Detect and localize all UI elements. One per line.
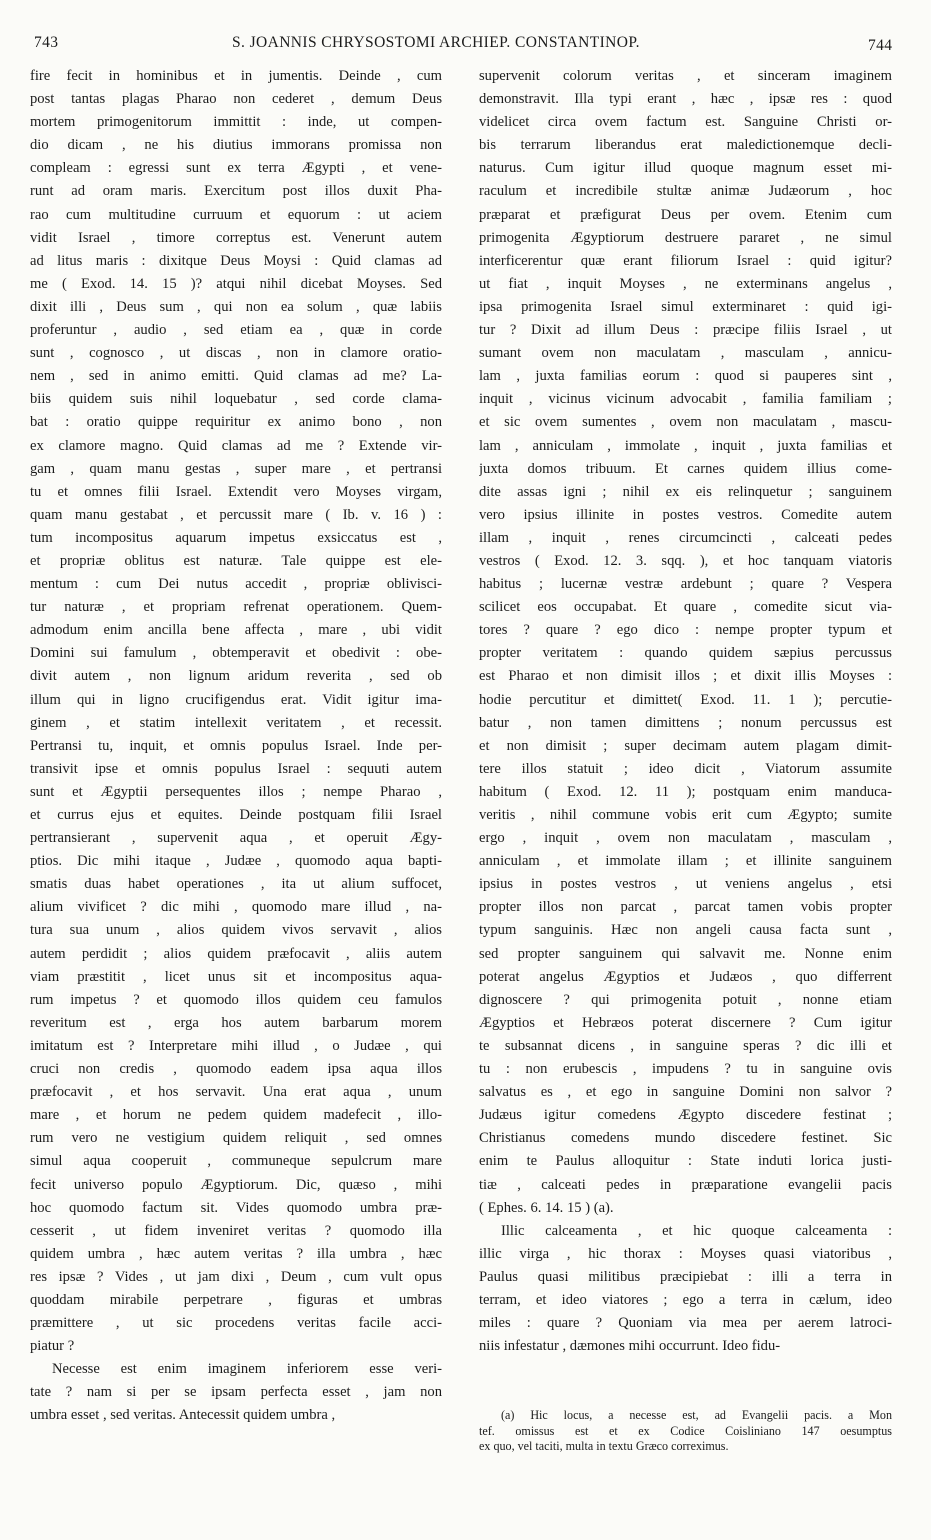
- text-line: primogenita Ægyptiorum destruere pararet , ne simul: [479, 229, 892, 246]
- text-line: Ægyptios et Hebræos poterat discernere ? Cum igitur: [479, 1014, 892, 1031]
- text-line: demonstravit. Illa typi erant , hæc , ipsæ res : quod: [479, 91, 892, 108]
- text-line: anniculam , et immolate illam ; et illinite sanguinem: [479, 853, 892, 870]
- text-line: est Pharao et non dimisit illos ; et dixit illis Moyses :: [479, 668, 892, 685]
- text-line: ut fiat , inquit Moyses , ne exterminans angelus ,: [479, 275, 892, 292]
- text-line: rao cum multitudine curruum et equorum : ut aciem: [30, 206, 442, 223]
- text-line: interficerentur quæ erant filiorum Israel : quid igitur?: [479, 252, 892, 269]
- text-line: typum sanguinis. Hæc non angeli causa facta sunt ,: [479, 922, 892, 939]
- text-line: rum vero ne vestigium quidem reliquit , sed omnes: [30, 1130, 442, 1147]
- text-line: post tantas plagas Pharao non cederet , demum Deus: [30, 91, 442, 108]
- text-line: et currus ejus et equites. Deinde postquam filii Israel: [30, 807, 442, 823]
- text-line: tu et omnes filii Israel. Extendit vero Moyses virgam,: [30, 483, 442, 500]
- text-line: transivit ipse et omnis populus Israel : sequuti autem: [30, 760, 442, 777]
- text-line: ipsa primogenita Israel simul exterminaret : quid igi-: [479, 298, 892, 315]
- text-line: propter illos non parcat , parcat tamen vobis propter: [479, 899, 892, 916]
- page-number-left: 743: [34, 34, 59, 51]
- text-line: ptios. Dic mihi itaque , Judæe , quomodo aqua bapti-: [30, 853, 442, 870]
- text-line: autem perdidit ; alios quidem præfocavit , aliis autem: [30, 945, 442, 962]
- text-line: enim te Paulus alloquitur : State induti lorica justi-: [479, 1153, 892, 1170]
- text-line: Judæus igitur comedens Ægypto discedere festinat ;: [479, 1107, 892, 1124]
- text-line: poterat angelus Ægyptios et Judæos , quo differrent: [479, 968, 892, 985]
- text-line: reveritum est , erga hos autem barbarum morem: [30, 1014, 442, 1031]
- text-line: juxta domos tribuum. Et carnes quidem illius come-: [479, 460, 892, 477]
- text-line: imitatum est ? Interpretare mihi illud , o Judæe , qui: [30, 1037, 442, 1054]
- text-line: inquit , vicinus vicinum advocabit , familia familiam ;: [479, 391, 892, 408]
- text-line: tura sua unum , alios quidem vivos servavit , alios: [30, 922, 442, 939]
- text-line: mare , et horum ne pedem quidem madefecit , illo-: [30, 1107, 442, 1124]
- text-line: dio dicam , ne his diutius immorans promissa non: [30, 137, 442, 154]
- text-line: Paulus quasi militibus præcipiebat : illi a terra in: [479, 1268, 892, 1285]
- text-line: tur naturæ , et propriam refrenat operationem. Quem-: [30, 599, 442, 616]
- text-line: pertransierant , supervenit aqua , et operuit Ægy-: [30, 830, 442, 847]
- text-line: lam , juxta familias eorum : quod si pauperes sint ,: [479, 368, 892, 385]
- text-line: præfocavit , et hos servavit. Una erat aqua , unum: [30, 1084, 442, 1101]
- text-line: ergo , inquit , ovem non maculatam , masculam ,: [479, 830, 892, 847]
- text-line: Illic calceamenta , et hic quoque calceamenta :: [501, 1222, 892, 1239]
- text-line: simul aqua cooperuit , communeque sepulcrum mare: [30, 1153, 442, 1170]
- text-line: fire fecit in hominibus et in jumentis. Deinde , cum: [30, 68, 442, 84]
- text-line: Pertransi tu, inquit, et omnis populus Israel. Inde per-: [30, 737, 442, 754]
- text-line: rum impetus ? et quomodo illos quidem ceu famulos: [30, 991, 442, 1008]
- text-line: dignoscere ? qui primogenita potuit , nonne etiam: [479, 991, 892, 1008]
- text-line: et propriæ oblitus est naturæ. Tale quippe est ele-: [30, 552, 442, 569]
- text-line: habitum ( Exod. 12. 11 ); postquam enim manduca-: [479, 783, 892, 800]
- text-line: umbra esset , sed veritas. Antecessit quidem umbra ,: [30, 1407, 336, 1424]
- text-line: quoddam mirabile perpetrare , figuras et umbras: [30, 1291, 442, 1308]
- running-header: [0, 34, 931, 56]
- text-line: tum incompositus aquarum impetus exsiccatus est ,: [30, 529, 442, 546]
- text-line: illum qui in ligno crucifigendus erat. Vidit igitur ima-: [30, 691, 442, 708]
- text-line: viam præstitit , licet unus sit et incompositus aqua-: [30, 968, 442, 985]
- text-line: veritis , nihil commune vobis erit cum Ægypto; sumite: [479, 807, 892, 823]
- text-line: ad litus maris : dixitque Deus Moysi : Quid clamas ad: [30, 252, 442, 269]
- text-line: præmittere , ut sic procedens veritas facile acci-: [30, 1315, 442, 1332]
- text-line: cruci non credis , quomodo eadem ipsa aqua illos: [30, 1061, 442, 1078]
- text-line: miles : quare ? Quoniam via mea per aerem latroci-: [479, 1315, 892, 1332]
- text-line: gam , quam manu gestas , super mare , et pertransi: [30, 460, 442, 477]
- footnote-line: tef. omissus est et ex Codice Coisliniano 147 oesumptus: [479, 1423, 892, 1438]
- text-line: tur ? Dixit ad illum Deus : præcipe filiis Israel , ut: [479, 322, 892, 339]
- text-line: quam manu gestabat , et percussit mare ( Ib. v. 16 ) :: [30, 506, 442, 523]
- text-line: nem , sed in animo emitti. Quid clamas ad me? La-: [30, 368, 442, 385]
- text-line: lam , anniculam , immolate , inquit , juxta familias et: [479, 437, 892, 454]
- text-line: me ( Exod. 14. 15 )? atqui nihil dicebat Moyses. Sed: [30, 275, 442, 292]
- footnotes: [479, 1408, 892, 1455]
- text-line: sunt , cognosco , ut discas , non in clamore oratio-: [30, 345, 442, 362]
- text-line: ipsius in postes vestros , ut veniens angelus , etsi: [479, 876, 892, 893]
- text-line: ex clamore magno. Quid clamas ad me ? Extende vir-: [30, 437, 442, 454]
- text-line: quidem umbra , hæc autem veritas ? illa umbra , hæc: [30, 1245, 442, 1262]
- text-line: vestros ( Exod. 12. 3. sqq. ), et hoc tanquam viatoris: [479, 552, 892, 569]
- text-line: fecit universo populo Ægyptiorum. Dic, quæso , mihi: [30, 1176, 442, 1193]
- text-line: vero ipsius illinite in postes vestros. Comedite autem: [479, 506, 892, 523]
- text-line: et non dimisit ; super decimam autem plagam dimit-: [479, 737, 892, 754]
- text-line: raculum et incredibile stultæ animæ Judæorum , hoc: [479, 183, 892, 200]
- text-line: compleam : egressi sunt ex terra Ægypti , et vene-: [30, 160, 442, 177]
- text-line: cesserit , ut fidem inveniret veritas ? quomodo illa: [30, 1222, 442, 1239]
- text-line: Necesse est enim imaginem inferiorem esse veri-: [52, 1361, 442, 1378]
- footnote-line: (a) Hic locus, a necesse est, ad Evangelii pacis. a Mon: [501, 1408, 892, 1422]
- text-line: sed propter sanguinem qui salvavit me. Nonne enim: [479, 945, 892, 962]
- text-line: hodie percutitur et dimittet( Exod. 11. 1 ); percutie-: [479, 691, 892, 708]
- text-line: ginem , et statim intellexit veritatem , et recessit.: [30, 714, 442, 731]
- right-column: [479, 65, 892, 1358]
- text-line: niis infestatur , dæmones mihi occurrunt. Ideo fidu-: [479, 1338, 781, 1355]
- text-line: divit autem , non lignum aridum reverita , sed ob: [30, 668, 442, 685]
- text-line: naturus. Cum igitur illud quoque magnum esset mi-: [479, 160, 892, 177]
- text-line: supervenit colorum veritas , et sinceram imaginem: [479, 68, 892, 84]
- footnote-line: ex quo, vel taciti, multa in textu Græco correximus.: [479, 1439, 729, 1453]
- text-line: runt ad oram maris. Exercitum post illos duxit Pha-: [30, 183, 442, 200]
- text-line: bat : oratio quippe requiritur ex animo bono , non: [30, 414, 442, 431]
- text-line: vidit Israel , timore correptus est. Venerunt autem: [30, 229, 442, 246]
- text-line: sunt et Ægyptii persequentes illos ; nempe Pharao ,: [30, 783, 442, 800]
- running-title: S. JOANNIS CHRYSOSTOMI ARCHIEP. CONSTANTINOP.: [232, 34, 640, 51]
- text-line: et sic ovem sumentes , ovem non maculatam , mascu-: [479, 414, 892, 431]
- text-line: tores ? quare ? ego dico : nempe propter typum et: [479, 622, 892, 639]
- text-line: proferuntur , audio , sed etiam ea , quæ in corde: [30, 322, 442, 339]
- page-number-right: 744: [868, 37, 893, 54]
- text-line: alium vivificet ? dic mihi , quomodo mare illud , na-: [30, 899, 442, 916]
- text-line: tate ? nam si per se ipsam perfecta esset , jam non: [30, 1384, 442, 1401]
- text-line: videlicet circa ovem factum est. Sanguine Christi or-: [479, 114, 892, 131]
- text-line: smatis duas habet operationes , ita ut alium suffocet,: [30, 876, 442, 893]
- text-line: te subsannat dicens , in sanguine speras ? dic illi et: [479, 1037, 892, 1054]
- text-line: hoc quomodo factum sit. Vides quomodo umbra præ-: [30, 1199, 442, 1216]
- text-line: bis terrarum liberandus erat maledictionemque decli-: [479, 137, 892, 154]
- text-line: mentum : cum Dei nutus accedit , propriæ oblivisci-: [30, 576, 442, 593]
- text-line: illic virga , hic thorax : Moyses quasi viatoribus ,: [479, 1245, 892, 1262]
- text-line: biis quidem suis nihil loquebatur , sed corde clama-: [30, 391, 442, 408]
- text-line: Christianus comedens mundo discedere festinet. Sic: [479, 1130, 892, 1147]
- text-line: præparat et præfigurat Deus per ovem. Etenim cum: [479, 206, 892, 223]
- text-line: sumant ovem non maculatam , masculam , annicu-: [479, 345, 892, 362]
- text-line: piatur ?: [30, 1338, 75, 1355]
- text-line: illam , inquit , renes circumcincti , calceati pedes: [479, 529, 892, 546]
- text-line: habitus ; lucernæ vestræ ardebunt ; quare ? Vespera: [479, 576, 892, 593]
- text-line: ( Ephes. 6. 14. 15 ) (a).: [479, 1199, 614, 1216]
- text-line: Domini sui famulum , obtemperavit et obedivit : obe-: [30, 645, 442, 662]
- text-line: tu : non erubescis , impudens ? tu in sanguine ovis: [479, 1061, 892, 1078]
- text-line: tere illos statuit ; ideo dicit , Viatorum assumite: [479, 760, 892, 777]
- text-line: propter veritatem : quando quidem sæpius percussus: [479, 645, 892, 662]
- text-line: scilicet eos occupabat. Et quare , comedite sicut via-: [479, 599, 892, 616]
- text-line: salvatus es , et ego in sanguine Domini non salvor ?: [479, 1084, 892, 1101]
- left-column: [30, 65, 442, 1428]
- text-line: res ipsæ ? Vides , ut jam dixi , Deum , cum vult opus: [30, 1268, 442, 1285]
- text-line: terram, et ideo viatores ; ego a terra in cælum, ideo: [479, 1291, 892, 1308]
- text-line: mortem primogenitorum immittit : inde, ut compen-: [30, 114, 442, 131]
- text-line: tiæ , calceati pedes in præparatione evangelii pacis: [479, 1176, 892, 1193]
- text-line: dixit illi , Deus sum , qui non ea solum , quæ labiis: [30, 298, 442, 315]
- text-line: dite assas igni ; nihil ex eis relinquetur ; sanguinem: [479, 483, 892, 500]
- text-line: batur , non tamen dimittens ; nonum percussus est: [479, 714, 892, 731]
- text-line: admodum enim ancilla bene affecta , mare , ubi vidit: [30, 622, 442, 639]
